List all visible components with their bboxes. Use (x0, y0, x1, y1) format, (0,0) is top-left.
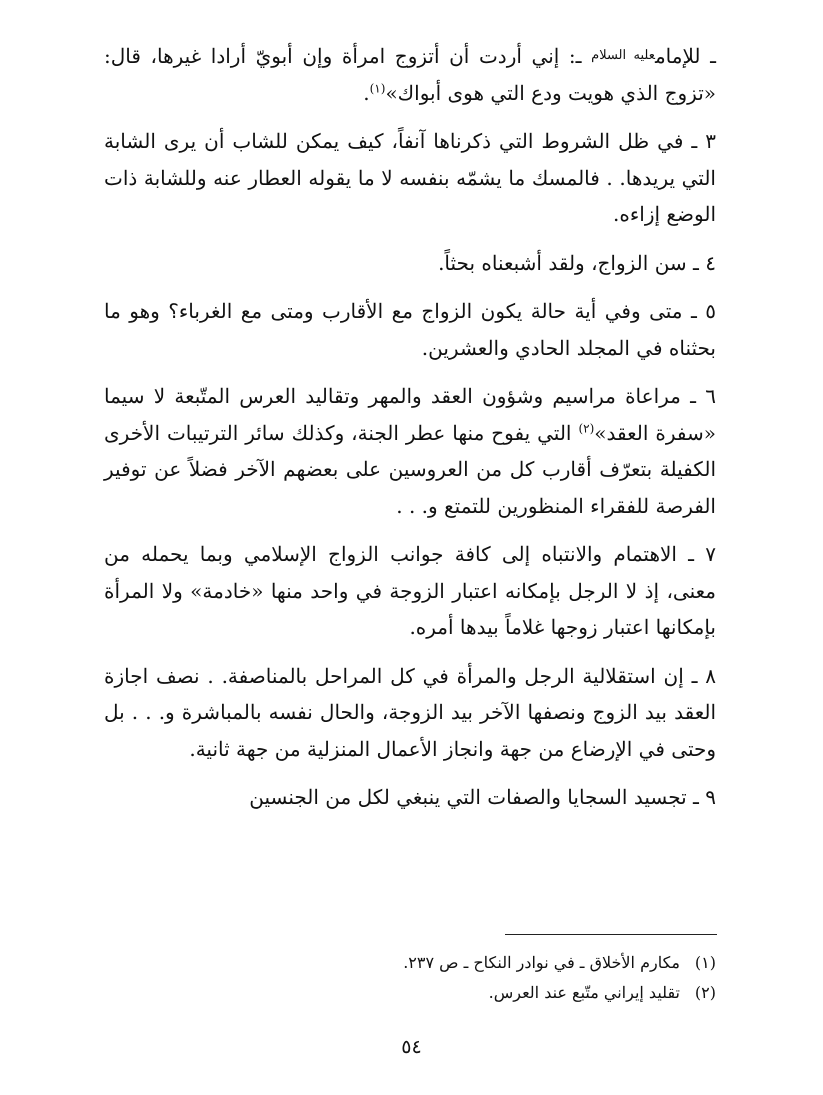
body-text (104, 38, 716, 828)
footnote-ref[interactable]: (٢) (578, 420, 595, 435)
paragraph-6 (104, 378, 716, 524)
footnote-text: مكارم الأخلاق ـ في نوادر النكاح ـ ص ٢٣٧. (403, 953, 680, 972)
footnote-ref[interactable]: (١) (369, 80, 386, 95)
footnote-item (104, 978, 716, 1008)
paragraph-continuation (104, 38, 716, 111)
paragraph-8: ٨ ـ إن استقلالية الرجل والمرأة في كل المراحل بالمناصفة. . نصف اجازة العقد بيد الزوج ونصفها الآخر بيد الزوجة، والحال نفسه بالمباشرة و. . . بل وحتى في الإرضاع من جهة وانجاز الأعمال المنزلية من جهة ثانية. (104, 663, 716, 761)
paragraph-text: . (363, 80, 370, 105)
footnote-item (104, 948, 716, 978)
footnote-divider (505, 934, 717, 935)
paragraph-text: ـ للإمام (654, 44, 716, 68)
footnote-text: تقليد إيراني متّبع عند العرس. (488, 983, 680, 1002)
paragraph-9: ٩ ـ تجسيد السجايا والصفات التي ينبغي لكل من الجنسين (249, 785, 716, 809)
page-number: ٥٤ (401, 1036, 422, 1058)
paragraph-text: التي يفوح منها عطر الجنة، وكذلك سائر الترتيبات الأخرى الكفيلة بتعرّف أقارب كل من العروسين على بعضهم الآخر فضلاً عن توفير الفرصة للفقراء المنظورين للتمتع و. . . (104, 420, 716, 518)
paragraph-7: ٧ ـ الاهتمام والانتباه إلى كافة جوانب الزواج الإسلامي وبما يحمله من معنى، إذ لا الرجل بإمكانه اعتبار الزوجة في واحد منها «خادمة» ولا المرأة بإمكانها اعتبار زوجها غلاماً بيدها أمره. (104, 542, 716, 639)
footnotes (104, 948, 716, 1008)
honorific-ligature: عليه السلام (591, 48, 655, 63)
paragraph-5: ٥ ـ متى وفي أية حالة يكون الزواج مع الأقارب ومتى مع الغرباء؟ وهو ما بحثناه في المجلد الحادي والعشرين. (104, 299, 716, 360)
paragraph-3: ٣ ـ في ظل الشروط التي ذكرناها آنفاً، كيف يمكن للشاب أن يرى الشابة التي يريدها. . فالمسك ما يشمّه بنفسه لا ما يقوله العطار عنه وللشابة ذات الوضع إزاءه. (104, 129, 716, 226)
paragraph-text: ـ: إني أردت أن أتزوج امرأة وإن أبويّ أرادا غيرها، قال: «تزوج الذي هويت ودع التي هوى أبواك» (104, 44, 716, 105)
footnote-mark: (٢) (694, 983, 716, 1002)
paragraph-text: ٦ ـ مراعاة مراسيم وشؤون العقد والمهر وتقاليد العرس المتّبعة لا سيما «سفرة العقد» (104, 384, 716, 445)
paragraph-4: ٤ ـ سن الزواج، ولقد أشبعناه بحثاً. (438, 250, 716, 275)
footnote-mark: (١) (694, 953, 716, 972)
